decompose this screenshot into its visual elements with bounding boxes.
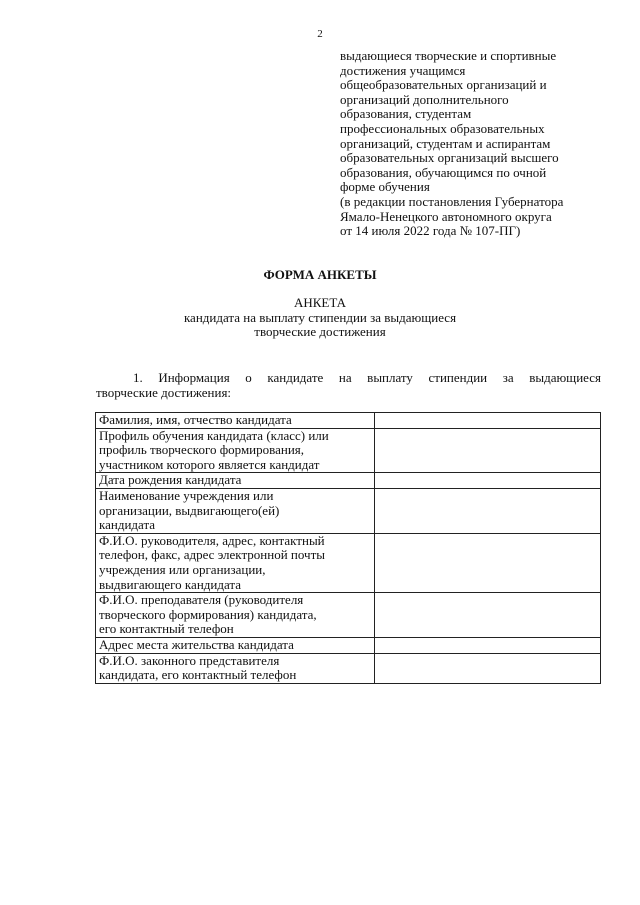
approval-line: достижения учащимся [340,62,466,78]
document-heading [0,296,640,340]
row-label-line: телефон, факс, адрес электронной почты [99,547,325,563]
candidate-info-table [95,412,601,684]
table-row [96,593,601,638]
section-heading-line: творческие достижения: [96,384,232,400]
row-value-field[interactable] [374,637,600,653]
row-label [96,413,375,429]
row-label [96,428,375,473]
row-value-field[interactable] [374,533,600,592]
approval-line: образования, обучающимся по очной [340,164,547,180]
page-number: 2 [317,28,323,40]
row-value-field[interactable] [374,413,600,429]
row-label-line: Профиль обучения кандидата (класс) или [99,427,329,443]
approval-line: образовательных организаций высшего [340,150,559,166]
row-label-line: Ф.И.О. руководителя, адрес, контактный [99,532,325,548]
row-label-line: Дата рождения кандидата [99,472,242,488]
table-row [96,637,601,653]
row-label-line: Адрес места жительства кандидата [99,636,294,652]
approval-line: общеобразовательных организаций и [340,77,547,93]
approval-line: от 14 июля 2022 года № 107-ПГ) [340,223,521,239]
row-label-line: учреждения или организации, [99,561,266,577]
approval-line: организаций, студентам и аспирантам [340,135,551,151]
approval-line: (в редакции постановления Губернатора [340,193,564,209]
approval-line: образования, студентам [340,106,472,122]
row-label [96,533,375,592]
row-value-field[interactable] [374,428,600,473]
row-label [96,488,375,533]
row-value-field[interactable] [374,488,600,533]
document-title: АНКЕТА [293,295,347,310]
row-label-line: Ф.И.О. преподавателя (руководителя [99,592,304,608]
document-subtitle-line: творческие достижения [254,324,386,340]
approval-block [340,49,620,239]
approval-line: Ямало-Ненецкого автономного округа [340,208,552,224]
table-row [96,473,601,489]
approval-line: профессиональных образовательных [340,120,545,136]
table-row [96,413,601,429]
row-label-line: Ф.И.О. законного представителя [99,652,280,668]
row-label [96,637,375,653]
section-heading-line: 1. Информация о кандидате на выплату стипендии за выдающиеся [133,370,601,385]
row-label-line: кандидата [99,517,156,533]
row-value-field[interactable] [374,593,600,638]
row-value-field[interactable] [374,473,600,489]
section-heading [96,371,601,400]
table-row [96,488,601,533]
table-row [96,533,601,592]
approval-line: форме обучения [340,179,430,195]
table-row [96,653,601,683]
row-label-line: выдвигающего кандидата [99,576,242,592]
row-value-field[interactable] [374,653,600,683]
row-label [96,593,375,638]
row-label-line: участником которого является кандидат [99,456,320,472]
row-label-line: профиль творческого формирования, [99,442,305,458]
row-label-line: Фамилия, имя, отчество кандидата [99,412,292,427]
row-label-line: его контактный телефон [99,621,234,637]
table-row [96,428,601,473]
form-title: ФОРМА АНКЕТЫ [263,267,377,282]
row-label-line: организации, выдвигающего(ей) [99,502,280,518]
approval-line: выдающиеся творческие и спортивные [340,48,557,63]
row-label-line: кандидата, его контактный телефон [99,667,297,683]
row-label [96,653,375,683]
row-label [96,473,375,489]
row-label-line: творческого формирования) кандидата, [99,606,317,622]
document-subtitle-line: кандидата на выплату стипендии за выдающиеся [183,309,457,325]
row-label-line: Наименование учреждения или [99,487,274,503]
approval-line: организаций дополнительного [340,91,509,107]
